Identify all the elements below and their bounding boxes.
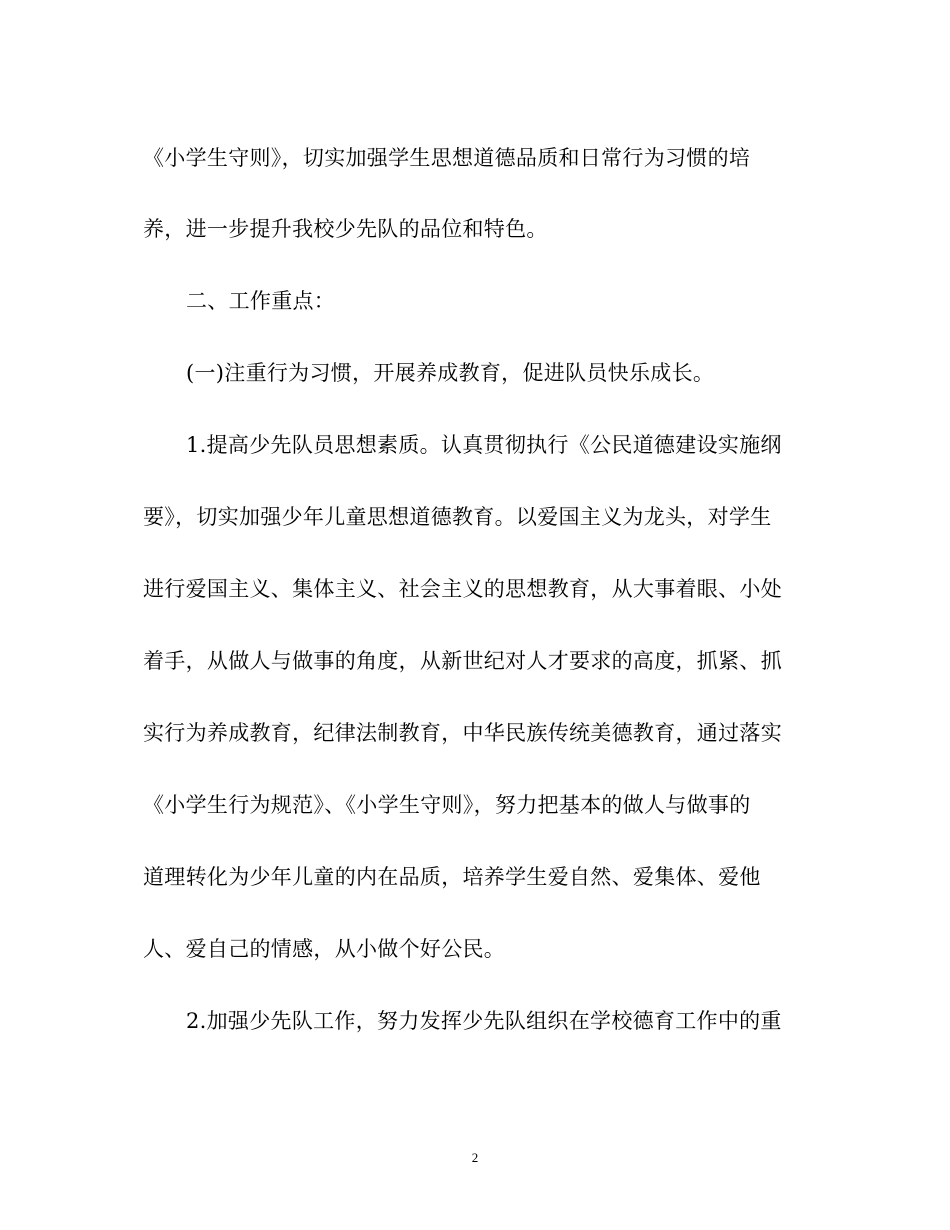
paragraph-line: 实行为养成教育，纪律法制教育，中华民族传统美德教育，通过落实 [143,721,782,745]
page-number: 2 [471,1150,479,1165]
paragraph-line: 人、爱自己的情感，从小做个好公民。 [143,937,506,961]
paragraph-line: 着手，从做人与做事的角度，从新世纪对人才要求的高度，抓紧、抓 [143,649,782,673]
section-heading: 二、工作重点： [186,289,336,313]
paragraph-line: 进行爱国主义、集体主义、社会主义的思想教育，从大事着眼、小处 [143,577,782,601]
paragraph-line: 《小学生守则》，切实加强学生思想道德品质和日常行为习惯的培 [143,146,751,170]
paragraph-line: 1.提高少先队员思想素质。认真贯彻执行《公民道德建设实施纲 [186,433,782,457]
paragraph-line: 2.加强少先队工作，努力发挥少先队组织在学校德育工作中的重 [186,1009,782,1033]
paragraph-line: 《小学生行为规范》、《小学生守则》，努力把基本的做人与做事的 [143,793,751,817]
paragraph-line: 养，进一步提升我校少先队的品位和特色。 [143,217,548,241]
paragraph-line: 要》，切实加强少年儿童思想道德教育。以爱国主义为龙头，对学生 [143,505,772,529]
paragraph-line: 道理转化为少年儿童的内在品质，培养学生爱自然、爱集体、爱他 [143,865,761,889]
subsection-heading: (一)注重行为习惯，开展养成教育，促进队员快乐成长。 [186,361,715,385]
